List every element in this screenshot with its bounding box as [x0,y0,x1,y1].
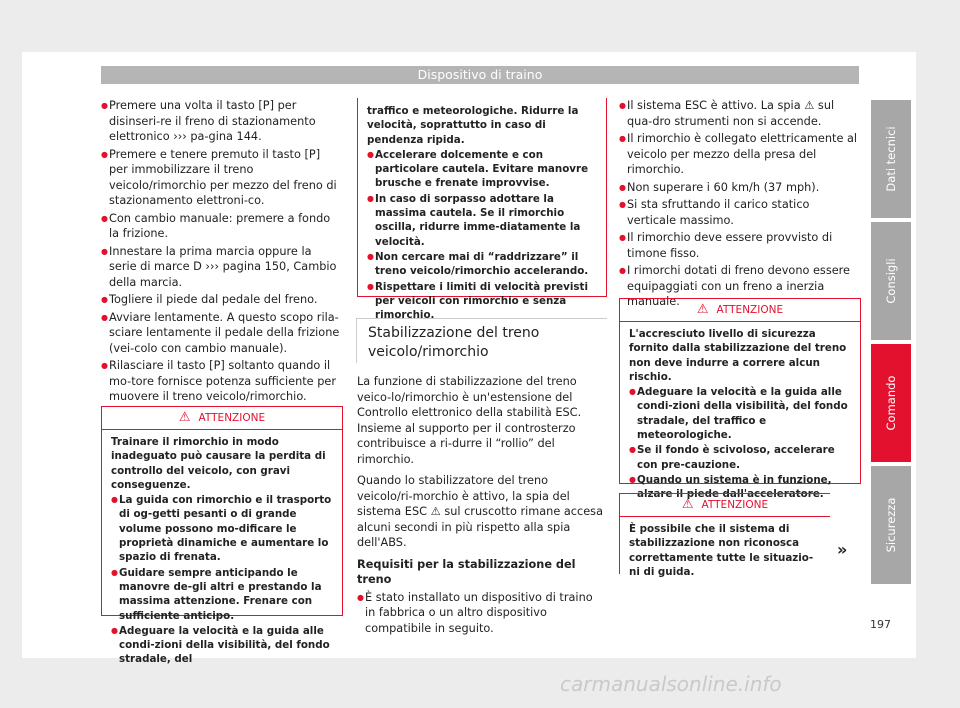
subheading: Requisiti per la stabilizzazione del treno [357,557,576,586]
warning-box [101,406,343,666]
warning-triangle-icon: ⚠ [681,496,694,512]
warning-body [620,322,860,509]
list-item: ● Rilasciare il tasto [P] soltanto quando il mo-tore fornisce potenza sufficiente per muovere il treno veicolo/rimorchio. [101,358,341,405]
warning-item: ● Adeguare la velocità e la guida alle condi-zioni della visibilità, del fondo stradale, del traffico e meteorologiche. [629,385,851,442]
warning-header [620,494,830,517]
warning-label: ATTENZIONE [198,411,266,424]
warning-item: ● La guida con rimorchio e il trasporto di og-getti pesanti o di grande volume possono mo-dificare le proprietà dinamiche e aumentare lo spazio di frenata. [111,493,333,564]
column-1 [101,98,341,407]
list-item: ● Premere una volta il tasto [P] per disinseri-re il freno di stazionamento elettronico ››› pa-gina 144. [101,98,341,145]
watermark: carmanualsonline.info [560,672,782,696]
page-header: Dispositivo di traino [101,66,859,84]
warning-item: ● Adeguare la velocità e la guida alle condi-zioni della visibilità, del fondo stradale, del [111,624,333,667]
warning-body [102,430,342,674]
tab-comando[interactable]: Comando [871,344,911,462]
side-tabs [871,100,911,588]
tab-consigli[interactable]: Consigli [871,222,911,340]
warning-label: ATTENZIONE [716,303,784,316]
warning-box [619,298,861,501]
paragraph: Quando lo stabilizzatore del treno veicolo/ri-morchio è attivo, la spia del sistema ESC ⚠ sul cruscotto rimane accesa alcuni secondi in più rispetto alla spia dell'ABS. [357,474,603,549]
warning-intro: traffico e meteorologiche. Ridurre la velocità, soprattutto in caso di pendenza ripida. [367,105,579,146]
list-item: ● Togliere il piede dal pedale del freno. [101,292,341,308]
tab-sicurezza[interactable]: Sicurezza [871,466,911,584]
list-item: ● Non superare i 60 km/h (37 mph). [619,180,859,196]
column-3 [619,98,859,312]
list-item: ● Premere e tenere premuto il tasto [P] per immobilizzare il treno veicolo/rimorchio per mezzo del freno di stazionamento elettroni-co. [101,147,341,209]
warning-header [620,299,860,322]
continue-arrow-icon: » [837,540,848,559]
section-title: Stabilizzazione del treno veicolo/rimorchio [368,325,540,360]
warning-intro: È possibile che il sistema di stabilizzazione non riconosca correttamente tutte le situazio-ni di guida. [629,523,814,578]
warning-intro: Trainare il rimorchio in modo inadeguato può causare la perdita di controllo del veicolo, con gravi conseguenze. [111,436,326,491]
warning-triangle-icon: ⚠ [696,301,709,317]
list-item: ● Il rimorchio è collegato elettricamente al veicolo per mezzo della presa del rimorchio. [619,131,859,178]
list-item: ● Il rimorchio deve essere provvisto di timone fisso. [619,230,859,261]
warning-item: ● Non cercare mai di “raddrizzare” il treno veicolo/rimorchio accelerando. [367,250,597,279]
warning-item: ● Se il fondo è scivoloso, accelerare con pre-cauzione. [629,443,851,472]
warning-item: ● Rispettare i limiti di velocità previsti per veicoli con rimorchio e senza rimorchio. [367,280,597,323]
list-item: ● I rimorchi dotati di freno devono essere equipaggiati con un freno a inerzia manuale. [619,263,859,310]
warning-box [619,493,830,578]
warning-intro: L'accresciuto livello di sicurezza fornito dalla stabilizzazione del treno non deve indurre a correre alcun rischio. [629,328,847,383]
paragraph: La funzione di stabilizzazione del treno veico-lo/rimorchio è un'estensione del Controllo elettronico della stabilità ESC. Insieme al supporto per il controsterzo contribuisce a ri-durre il “rollio” del rimorchio. [357,375,582,466]
warning-body [358,98,606,329]
warning-header [102,407,342,430]
list-item: ● È stato installato un dispositivo di traino in fabbrica o un altro dispositivo compatibile in seguito. [357,590,605,637]
warning-item: ● Accelerare dolcemente e con particolare cautela. Evitare manovre brusche e frenate improvvise. [367,148,597,191]
list-item: ● Con cambio manuale: premere a fondo la frizione. [101,211,341,242]
warning-label: ATTENZIONE [701,498,769,511]
list-item: ● Il sistema ESC è attivo. La spia ⚠ sul qua-dro strumenti non si accende. [619,98,859,129]
column-2 [357,374,605,638]
list-item: ● Avviare lentamente. A questo scopo rila-sciare lentamente il pedale della frizione (vei-colo con cambio manuale). [101,310,341,357]
warning-item: ● Quando un sistema è in funzione, alzare il piede dall'acceleratore. [629,473,851,502]
warning-box-continued [357,98,607,322]
warning-body [620,517,830,585]
warning-triangle-icon: ⚠ [178,409,191,425]
warning-item: ● In caso di sorpasso adottare la massima cautela. Se il rimorchio oscilla, ridurre imme-diatamente la velocità. [367,192,597,249]
tab-dati-tecnici[interactable]: Dati tecnici [871,100,911,218]
list-item: ● Innestare la prima marcia oppure la serie di marce D ››› pagina 150, Cambio della marcia. [101,244,341,291]
list-item: ● Si sta sfruttando il carico statico verticale massimo. [619,197,859,228]
warning-item: ● Guidare sempre anticipando le manovre de-gli altri e prestando la massima attenzione. Frenare con sufficiente anticipo. [111,566,333,623]
page-number: 197 [870,618,891,631]
